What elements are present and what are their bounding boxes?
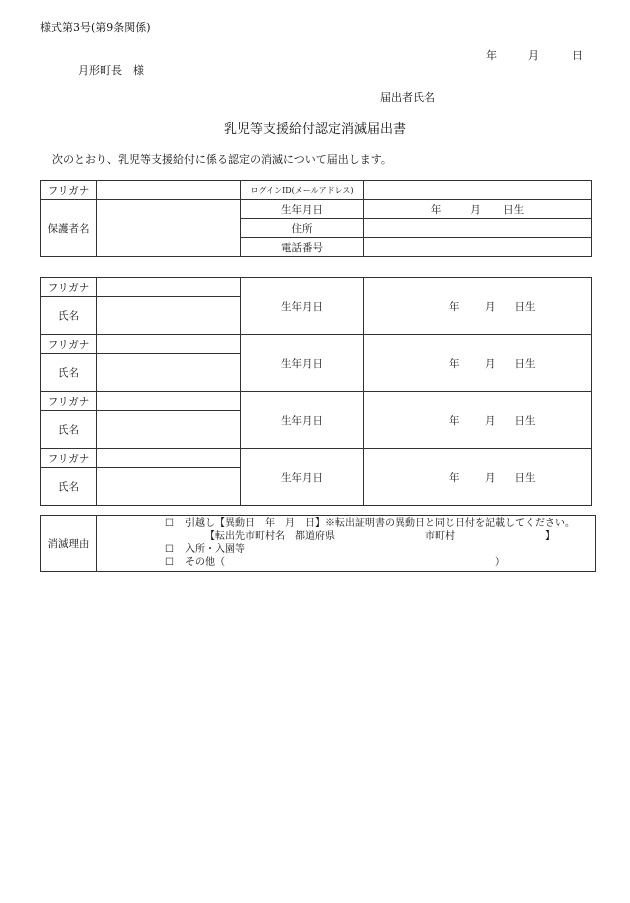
reason-table [40,515,596,572]
child-birth-month: 月 [485,471,496,484]
child-birth-field[interactable] [364,335,592,392]
reason-options [97,516,596,572]
child-birth-label: 生年月日 [241,392,364,449]
child-birth-month: 月 [485,414,496,427]
child-row [41,278,592,297]
other-label: その他（ ） [185,557,505,568]
date-year-label: 年 [486,49,497,62]
guardian-address-label: 住所 [241,219,364,238]
guardian-address-field[interactable] [364,219,592,238]
child-name-label: 氏名 [41,411,97,449]
other-checkbox[interactable]: ☐ [165,557,174,568]
guardian-phone-label: 電話番号 [241,238,364,257]
submission-date [486,47,583,63]
child-birth-label: 生年月日 [241,449,364,506]
child-birth-day: 日生 [514,357,536,370]
child-name-field[interactable] [97,354,241,392]
child-birth-day: 日生 [514,471,536,484]
child-furigana-label: フリガナ [41,278,97,297]
children-table [40,277,592,506]
child-furigana-label: フリガナ [41,392,97,411]
child-furigana-field[interactable] [97,335,241,354]
child-row [41,335,592,354]
destination-municipality-line: 【転出先市町村名 都道府県 市町村 】 [205,531,555,542]
child-furigana-label: フリガナ [41,335,97,354]
guardian-furigana-label: フリガナ [41,181,97,200]
guardian-birth-day: 日生 [503,203,525,216]
page-title: 乳児等支援給付認定消滅届出書 [223,122,406,137]
child-name-field[interactable] [97,411,241,449]
guardian-table [40,180,592,257]
reason-option-other [165,556,595,569]
child-name-label: 氏名 [41,468,97,506]
child-birth-year: 年 [449,471,460,484]
child-birth-field[interactable] [364,278,592,335]
child-birth-field[interactable] [364,392,592,449]
child-row [41,392,592,411]
guardian-name-label: 保護者名 [41,200,97,257]
login-id-field[interactable] [364,181,592,200]
child-birth-month: 月 [485,357,496,370]
guardian-name-field[interactable] [97,200,241,257]
child-furigana-field[interactable] [97,278,241,297]
child-name-label: 氏名 [41,354,97,392]
child-row [41,449,592,468]
child-birth-label: 生年月日 [241,278,364,335]
child-furigana-label: フリガナ [41,449,97,468]
guardian-birth-year: 年 [430,203,442,216]
child-birth-day: 日生 [514,300,536,313]
child-furigana-field[interactable] [97,449,241,468]
reason-option-moving [165,517,595,530]
login-id-label: ログインID(メールアドレス) [241,181,364,200]
applicant-name-label: 届出者氏名 [380,91,435,104]
reason-option-admission [165,543,595,556]
addressee: 月形町長 様 [78,64,144,77]
form-number: 様式第3号(第9条関係) [40,21,151,34]
guardian-furigana-field[interactable] [97,181,241,200]
intro-text: 次のとおり、乳児等支援給付に係る認定の消滅について届出します。 [52,153,392,166]
child-birth-year: 年 [449,414,460,427]
reason-label: 消滅理由 [41,516,97,572]
guardian-birth-label: 生年月日 [241,200,364,219]
child-name-field[interactable] [97,468,241,506]
moving-checkbox[interactable]: ☐ [165,518,174,529]
guardian-birth-month: 月 [470,203,481,216]
child-furigana-field[interactable] [97,392,241,411]
child-birth-year: 年 [449,357,460,370]
child-name-label: 氏名 [41,297,97,335]
child-name-field[interactable] [97,297,241,335]
admission-checkbox[interactable]: ☐ [165,544,174,555]
guardian-phone-field[interactable] [364,238,592,257]
guardian-birth-field[interactable] [364,200,592,219]
child-birth-day: 日生 [514,414,536,427]
child-birth-year: 年 [449,300,460,313]
admission-label: 入所・入園等 [185,544,245,555]
moving-label: 引越し【異動日 年 月 日】※転出証明書の異動日と同じ日付を記載してください。 [185,518,575,529]
child-birth-month: 月 [485,300,496,313]
date-day-label: 日 [572,49,583,62]
child-birth-field[interactable] [364,449,592,506]
date-month-label: 月 [528,49,539,62]
child-birth-label: 生年月日 [241,335,364,392]
